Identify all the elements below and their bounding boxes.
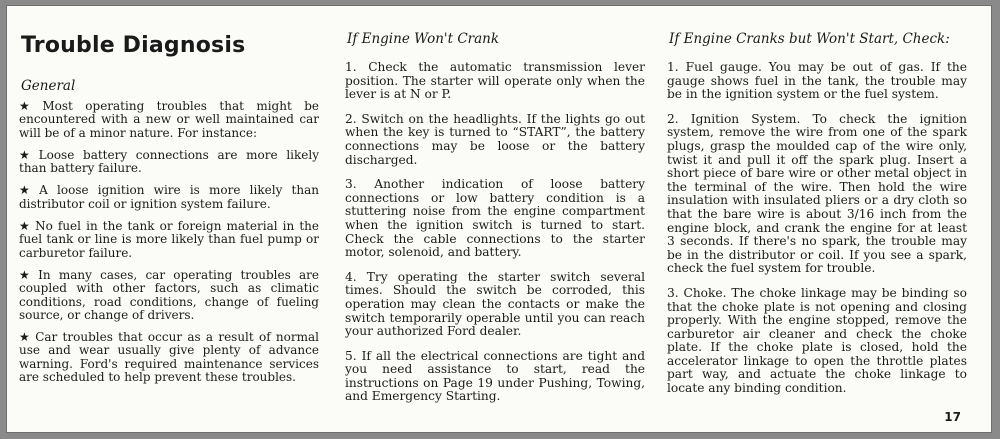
wont-crank-step: 2. Switch on the headlights. If the lights go out when the key is turned to “START”, the battery connections may be loose or the battery discharged. bbox=[345, 111, 645, 167]
cranks-no-start-heading: If Engine Cranks but Won't Start, Check: bbox=[669, 31, 950, 47]
general-item: ★ A loose ignition wire is more likely than distributor coil or ignition system failure. bbox=[19, 183, 319, 211]
general-item: ★ In many cases, car operating troubles are coupled with other factors, such as climatic conditions, road conditions, change of fueling source, or change of drivers. bbox=[19, 267, 319, 322]
cranks-no-start-step: 1. Fuel gauge. You may be out of gas. If the gauge shows fuel in the tank, the trouble may be in the ignition system or the fuel system. bbox=[667, 60, 967, 102]
star-bullet-icon: ★ bbox=[19, 330, 32, 345]
general-heading: General bbox=[21, 78, 76, 94]
star-bullet-icon: ★ bbox=[19, 219, 32, 234]
cranks-no-start-step: 3. Choke. The choke linkage may be binding so that the choke plate is not opening and closing properly. With the engine stopped, remove the carburetor air cleaner and check the choke plate. If the choke plate is closed, hold the accelerator linkage to open the throttle plates part way, and actuate the choke linkage to locate any binding condition. bbox=[667, 285, 967, 396]
column-general bbox=[19, 6, 319, 393]
general-item: ★ Most operating troubles that might be encountered with a new or well maintained car will be of a minor nature. For instance: bbox=[19, 99, 319, 140]
column-cranks-no-start bbox=[667, 6, 967, 407]
star-bullet-icon: ★ bbox=[19, 99, 39, 113]
star-bullet-icon: ★ bbox=[19, 183, 36, 198]
wont-crank-step: 3. Another indication of loose battery connections or low battery condition is a stuttering noise from the engine compartment when the ignition switch is turned to start. Check the cable connections to the starter motor, solenoid, and battery. bbox=[345, 177, 645, 260]
star-bullet-icon: ★ bbox=[19, 267, 35, 282]
wont-crank-step: 5. If all the electrical connections are tight and you need assistance to start, read the instructions on Page 19 under Pushing, Towing, and Emergency Starting. bbox=[345, 348, 645, 404]
column-wont-crank bbox=[345, 6, 645, 415]
wont-crank-step: 4. Try operating the starter switch several times. Should the switch be corroded, this operation may clean the contacts or make the switch temporarily operable until you can reach your authorized Ford dealer. bbox=[345, 269, 645, 339]
cranks-no-start-step: 2. Ignition System. To check the ignition system, remove the wire from one of the spark plugs, grasp the moulded cap of the wire only, twist it and pull it off the spark plug. Insert a short piece of bare wire or other metal object in the terminal of the wire. Then hold the wire insulation with insulated pliers or a dry cloth so that the bare wire is about 3/16 inch from the engine block, and crank the engine for at least 3 seconds. If there's no spark, the trouble may be in the distributor or coil. If you see a spark, check the fuel system for trouble. bbox=[667, 111, 967, 276]
general-item: ★ No fuel in the tank or foreign material in the fuel tank or line is more likely than fuel pump or carburetor failure. bbox=[19, 219, 319, 260]
wont-crank-step: 1. Check the automatic transmission lever position. The starter will operate only when the lever is at N or P. bbox=[345, 60, 645, 102]
manual-page bbox=[6, 5, 992, 433]
page-title: Trouble Diagnosis bbox=[21, 33, 246, 58]
general-item: ★ Car troubles that occur as a result of normal use and wear usually give plenty of advance warning. Ford's required maintenance services are scheduled to help prevent these troubles. bbox=[19, 330, 319, 385]
page-number: 17 bbox=[944, 410, 961, 424]
wont-crank-heading: If Engine Won't Crank bbox=[347, 31, 500, 47]
general-item: ★ Loose battery connections are more likely than battery failure. bbox=[19, 147, 319, 176]
star-bullet-icon: ★ bbox=[19, 147, 35, 162]
